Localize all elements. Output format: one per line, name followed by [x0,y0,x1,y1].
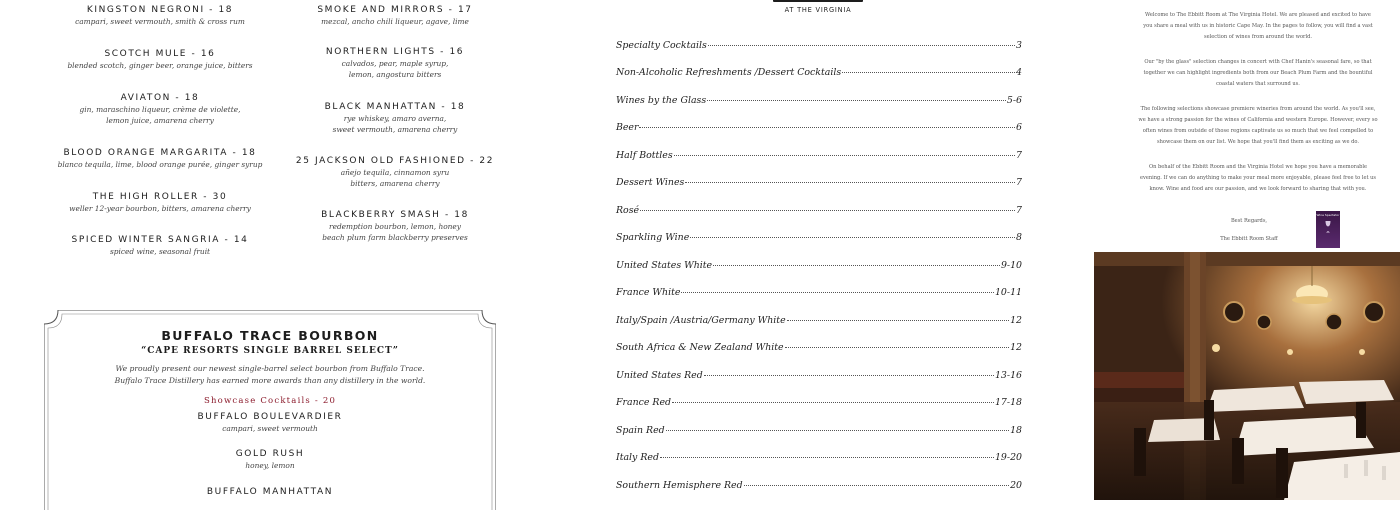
restaurant-logo-wordmark [773,0,863,2]
cocktail-name: SMOKE AND MIRRORS - 17 [317,5,473,15]
cocktail-menu-page [0,0,540,500]
cocktail-name: BLACKBERRY SMASH - 18 [321,210,469,220]
toc-row[interactable] [616,425,1022,436]
cocktail-name: KINGSTON NEGRONI - 18 [86,5,234,15]
toc-page: 3 [1016,40,1022,51]
intro-line: Buffalo Trace Distillery has earned more awards than any distillery in the world. [114,376,426,385]
toc-leader [787,320,1009,321]
toc-page: 7 [1016,177,1022,188]
cocktail-item [280,155,510,189]
toc-leader [685,182,1015,183]
badge-label: Wine Spectator [1316,213,1340,217]
showcase-item [44,486,496,498]
cocktail-description: añejo tequila, cinnamon syru [340,168,450,177]
welcome-letter-page [1094,0,1400,500]
welcome-paragraph [1118,162,1398,195]
cocktail-name: NORTHERN LIGHTS - 16 [325,47,465,57]
toc-page: 18 [1010,425,1022,436]
cocktail-name: THE HIGH ROLLER - 30 [92,192,228,202]
toc-label: Rosé [616,205,640,216]
toc-leader [666,430,1009,431]
toc-leader [690,237,1015,238]
cocktail-description: calvados, pear, maple syrup, [341,59,449,68]
toc-leader [785,347,1009,348]
showcase-item-description: honey, lemon [245,461,295,470]
toc-label: Italy Red [616,452,659,463]
cocktail-description: rye whiskey, amaro averna, [343,114,447,123]
toc-page: 7 [1016,205,1022,216]
toc-label: Dessert Wines [616,177,685,188]
toc-page: 6 [1016,122,1022,133]
intro-line: We proudly present our newest single-barrel select bourbon from Buffalo Trace. [115,364,425,373]
cocktail-name: BLOOD ORANGE MARGARITA - 18 [63,148,257,158]
showcase-item-name: BUFFALO MANHATTAN [206,487,334,497]
cocktail-item [40,92,280,126]
toc-label: Wines by the Glass [616,95,707,106]
welcome-line: selection of wines from around the world. [1203,34,1312,40]
cocktail-name: BLACK MANHATTAN - 18 [324,102,466,112]
cocktail-item [40,234,280,257]
welcome-line: Our "by the glass" selection changes in concert with Chef Hanin's seasonal fare, so that [1144,59,1372,65]
welcome-paragraph [1118,57,1398,90]
toc-leader [639,127,1015,128]
welcome-line: On behalf of the Ebbitt Room and the Virginia Hotel we hope you have a memorable [1148,164,1368,170]
buffalo-trace-subtitle: “CAPE RESORTS SINGLE BARREL SELECT” [141,346,399,356]
cocktail-description: blended scotch, ginger beer, orange juice, bitters [67,61,253,70]
welcome-line: we have a strong passion for the wines of California and western Europe. However, every so [1138,117,1378,123]
welcome-line: evening. If we can do anything to make your meal more enjoyable, please feel free to let us [1139,175,1377,181]
showcase-heading: Showcase Cocktails - 20 [203,396,337,406]
showcase-item [44,411,496,434]
dining-room-photo [1094,252,1400,500]
showcase-item [44,448,496,471]
cocktail-name: 25 JACKSON OLD FASHIONED - 22 [295,156,495,166]
toc-leader [660,457,994,458]
toc-row[interactable] [616,342,1022,353]
toc-row[interactable] [616,370,1022,381]
welcome-line: coastal waters that surround us. [1216,81,1300,87]
cocktail-item [40,48,280,71]
welcome-line: together we can highlight ingredients both from our Beach Plum Farm and the bountiful [1143,70,1373,76]
toc-page: 17-18 [994,397,1022,408]
toc-page: 13-16 [994,370,1022,381]
cocktail-name: AVIATON - 18 [120,93,200,103]
toc-leader [704,375,994,376]
toc-row[interactable] [616,177,1022,188]
cocktail-item [40,4,280,27]
toc-page: 19-20 [994,452,1022,463]
toc-label: Italy/Spain /Austria/Germany White [616,315,786,326]
toc-row[interactable] [616,315,1022,326]
showcase-item-description: campari, sweet vermouth [222,424,318,433]
toc-leader [713,265,1000,266]
toc-page: 20 [1010,480,1022,491]
welcome-paragraph [1118,10,1398,43]
cocktail-name: SPICED WINTER SANGRIA - 14 [71,235,249,245]
cocktail-item [280,209,510,243]
toc-row[interactable] [616,260,1022,271]
welcome-line: Welcome to The Ebbitt Room at The Virginia Hotel. We are pleased and excited to have [1145,12,1371,18]
toc-row[interactable] [616,287,1022,298]
showcase-item-name: BUFFALO BOULEVARDIER [197,412,343,422]
wine-glass-icon [1325,221,1331,233]
toc-page: 5-6 [1006,95,1022,106]
toc-row[interactable] [616,232,1022,243]
cocktail-item [280,46,510,80]
toc-leader [842,72,1015,73]
toc-page: 7 [1016,150,1022,161]
cocktail-description: spiced wine, seasonal fruit [109,247,211,256]
toc-row[interactable] [616,452,1022,463]
toc-row[interactable] [616,95,1022,106]
cocktail-description: lemon juice, amarena cherry [106,116,214,125]
cocktail-description: redemption bourbon, lemon, honey [329,222,461,231]
toc-label: South Africa & New Zealand White [616,342,784,353]
toc-label: United States White [616,260,713,271]
toc-label: Non-Alcoholic Refreshments /Dessert Cocktails [616,67,842,78]
cocktail-description: campari, sweet vermouth, smith & cross rum [75,17,245,26]
wine-spectator-award-badge [1316,211,1340,248]
welcome-line: often wines from outside of those regions captivate us so much that we feel compelled to [1142,128,1374,134]
cocktail-item [40,147,280,170]
buffalo-trace-title: BUFFALO TRACE BOURBON [161,328,379,343]
toc-page: 4 [1016,67,1022,78]
buffalo-trace-intro [44,363,496,387]
toc-page: 12 [1010,342,1022,353]
cocktail-description: blanco tequila, lime, blood orange purée, ginger syrup [57,160,263,169]
toc-label: United States Red [616,370,703,381]
toc-row[interactable] [616,150,1022,161]
toc-label: Spain Red [616,425,665,436]
welcome-line: The following selections showcase premiere wineries from around the world. As you'll see, [1140,106,1376,112]
toc-subtitle: AT THE VIRGINIA [784,6,852,14]
toc-label: France Red [616,397,672,408]
signature-text: The Ebbitt Room Staff [1220,236,1278,242]
toc-leader [674,155,1015,156]
welcome-line: know. Wine and food are our passion, and we look forward to sharing that with you. [1149,186,1367,192]
toc-row[interactable] [616,67,1022,78]
toc-leader [708,45,1015,46]
welcome-line: showcase them on our list. We hope that you'll find them as exciting as we do. [1157,139,1359,145]
toc-page: 8 [1016,232,1022,243]
toc-row[interactable] [616,397,1022,408]
toc-label: France White [616,287,681,298]
cocktail-item [280,4,510,27]
toc-leader [707,100,1006,101]
toc-leader [681,292,994,293]
cocktail-item [40,191,280,214]
toc-page: 12 [1010,315,1022,326]
toc-label: Specialty Cocktails [616,40,707,51]
table-of-contents-page [560,0,1080,500]
toc-page: 9-10 [1000,260,1022,271]
toc-label: Southern Hemisphere Red [616,480,743,491]
toc-leader [672,402,994,403]
toc-row[interactable] [616,122,1022,133]
toc-leader [640,210,1015,211]
toc-label: Half Bottles [616,150,673,161]
cocktail-description: bitters, amarena cherry [350,179,440,188]
cocktail-description: sweet vermouth, amarena cherry [332,125,458,134]
cocktail-description: mezcal, ancho chili liqueur, agave, lime [321,17,469,26]
toc-page: 10-11 [994,287,1022,298]
toc-row[interactable] [616,480,1022,491]
welcome-paragraph [1118,104,1398,148]
showcase-item-name: GOLD RUSH [235,449,305,459]
toc-label: Sparkling Wine [616,232,690,243]
welcome-line: you share a meal with us in historic Cape May. In the pages to follow, you will find a vast [1143,23,1373,29]
toc-label: Beer [616,122,639,133]
toc-leader [744,485,1009,486]
cocktail-name: SCOTCH MULE - 16 [104,49,216,59]
toc-row[interactable] [616,205,1022,216]
cocktail-description: beach plum farm blackberry preserves [322,233,468,242]
regards-text: Best Regards, [1230,218,1268,224]
toc-row[interactable] [616,40,1022,51]
cocktail-description: gin, maraschino liqueur, crème de violette, [79,105,241,114]
cocktail-description: weller 12-year bourbon, bitters, amarena cherry [69,204,251,213]
cocktail-description: lemon, angostura bitters [348,70,442,79]
cocktail-item [280,101,510,135]
